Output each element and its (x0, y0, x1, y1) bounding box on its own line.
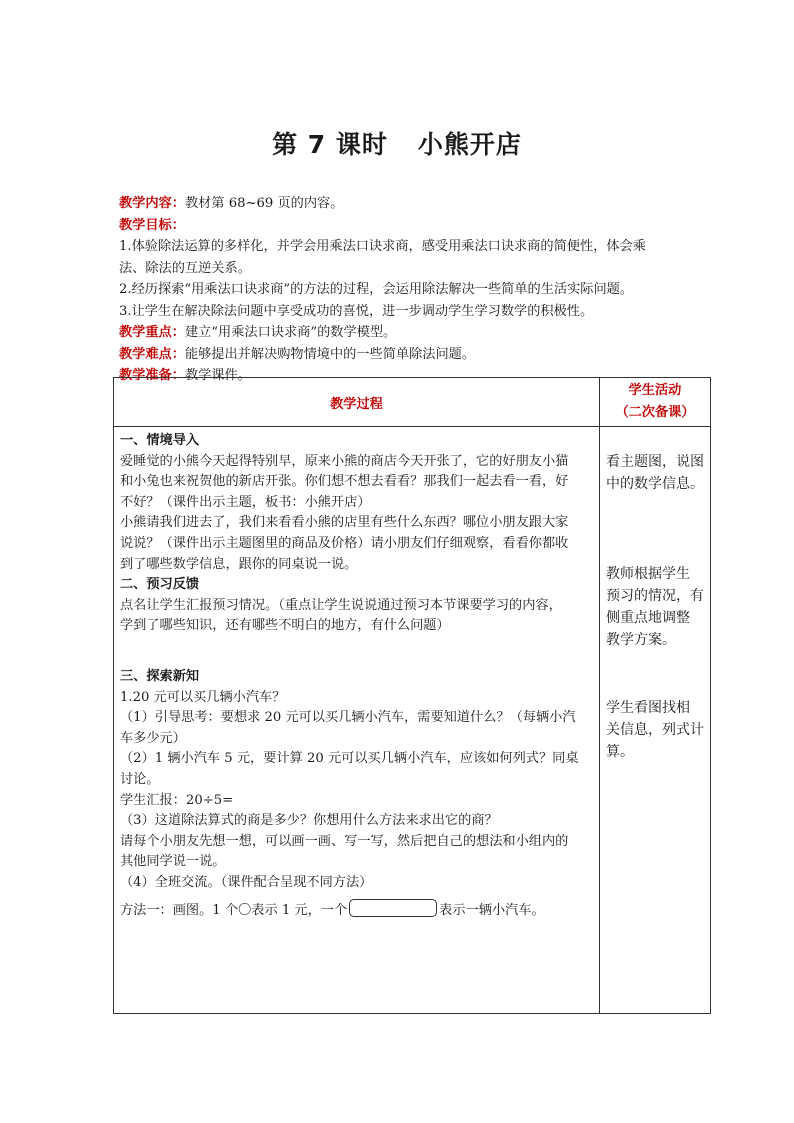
difficulty-text: 能够提出并解决购物情境中的一些简单除法问题。 (184, 346, 476, 362)
activity-line: 关信息，列式计 (606, 722, 704, 738)
table-body-row (114, 427, 711, 1014)
method-one-line (120, 899, 593, 922)
text-line: 车多少元） (120, 730, 186, 746)
text-line: （3）这道除法算式的商是多少？你想用什么方法来求出它的商？ (120, 813, 498, 829)
text-line: 不好？（课件出示主题，板书：小熊开店） (120, 494, 371, 510)
goal-line: 法、除法的互逆关系。 (119, 260, 251, 276)
header-student-activity (600, 378, 711, 427)
section-explore (120, 667, 593, 922)
teaching-content (119, 193, 709, 215)
section-preview (120, 575, 593, 637)
title-lesson-name: 小熊开店 (417, 130, 522, 159)
car-rectangle-symbol (349, 899, 437, 917)
activity-line: 学生看图找相 (606, 700, 690, 716)
goal-line: 1.体验除法运算的多样化，并学会用乘法口诀求商，感受用乘法口诀求商的简便性，体会乘 (119, 239, 646, 254)
header-teaching-process: 教学过程 (114, 378, 600, 427)
content-label: 教学内容： (119, 196, 185, 211)
text-line: 学到了哪些知识，还有哪些不明白的地方，有什么问题） (120, 618, 450, 634)
text-line: 其他同学说一说。 (120, 854, 226, 870)
activity-note (606, 451, 704, 495)
method-one-text: 方法一：画图。1 个〇表示 1 元，一个 (120, 903, 348, 919)
text-line: （2）1 辆小汽车 5 元，要计算 20 元可以买几辆小汽车，应该如何列式？同桌 (120, 751, 579, 767)
text-line: 到了哪些数学信息，跟你的同桌说一说。 (120, 556, 358, 572)
teaching-difficulty (119, 344, 709, 366)
lesson-table (113, 377, 711, 1014)
section-title: 三、探索新知 (120, 668, 200, 684)
teaching-goals-heading (119, 215, 709, 237)
text-line: 学生汇报：20÷5= (120, 792, 234, 808)
text-line: 讨论。 (120, 771, 160, 787)
goals-label: 教学目标： (119, 217, 185, 233)
teaching-key-point (119, 322, 709, 344)
teaching-process-cell (114, 427, 600, 1014)
text-line: 点名让学生汇报预习情况。（重点让学生说说通过预习本节课要学习的内容， (120, 597, 562, 613)
text-line: 请每个小朋友先想一想，可以画一画、写一写，然后把自己的想法和小组内的 (120, 833, 569, 849)
text-line: 和小兔也来祝贺他的新店开张。你们想不想去看看？那我们一起去看一看，好 (120, 474, 569, 490)
activity-header-line: 学生活动 (628, 383, 682, 398)
text-line: 说说？（课件出示主题图里的商品及价格）请小朋友们仔细观察，看看你都收 (120, 535, 569, 551)
section-title: 一、情境导入 (120, 433, 200, 448)
text-line: （1）引导思考：要想求 20 元可以买几辆小汽车，需要知道什么？（每辆小汽 (120, 710, 576, 726)
page-title (0, 125, 794, 161)
activity-line: 教师根据学生 (606, 566, 690, 582)
activity-line: 中的数学信息。 (606, 476, 704, 492)
activity-note (606, 697, 704, 763)
prep-text: 教学课件。 (184, 368, 251, 383)
key-text: 建立“用乘法口诀求商”的数学模型。 (184, 325, 397, 340)
text-line: 1.20 元可以买几辆小汽车？ (120, 689, 286, 705)
table-header-row (114, 378, 711, 427)
title-lesson-number: 第 7 课时 (272, 130, 388, 159)
text-line: （4）全班交流。（课件配合呈现不同方法） (120, 874, 373, 890)
activity-note (606, 563, 704, 651)
lesson-meta (119, 193, 709, 387)
activity-line: 教学方案。 (606, 632, 676, 648)
activity-line: 预习的情况，有 (606, 588, 704, 604)
activity-line: 看主题图，说图 (606, 454, 704, 470)
text-line: 小熊请我们进去了，我们来看看小熊的店里有些什么东西？哪位小朋友跟大家 (120, 515, 569, 531)
section-title: 二、预习反馈 (120, 577, 200, 593)
section-intro (120, 431, 593, 575)
key-label: 教学重点： (119, 325, 185, 340)
activity-line: 侧重点地调整 (606, 610, 690, 626)
method-one-text-end: 表示一辆小汽车。 (439, 903, 545, 919)
content-text: 教材第 68~69 页的内容。 (184, 196, 344, 211)
activity-line: 算。 (606, 744, 634, 760)
text-line: 爱睡觉的小熊今天起得特别早，原来小熊的商店今天开张了，它的好朋友小猫 (120, 453, 569, 469)
student-activity-cell (600, 427, 711, 1014)
goal-line: 2.经历探索“用乘法口诀求商”的方法的过程，会运用除法解决一些简单的生活实际问题。 (119, 282, 633, 297)
difficulty-label: 教学难点： (119, 346, 185, 362)
goal-line: 3.让学生在解决除法问题中享受成功的喜悦，进一步调动学生学习数学的积极性。 (119, 303, 594, 319)
activity-header-line: （二次备课） (615, 405, 695, 420)
prep-label: 教学准备： (119, 368, 185, 383)
